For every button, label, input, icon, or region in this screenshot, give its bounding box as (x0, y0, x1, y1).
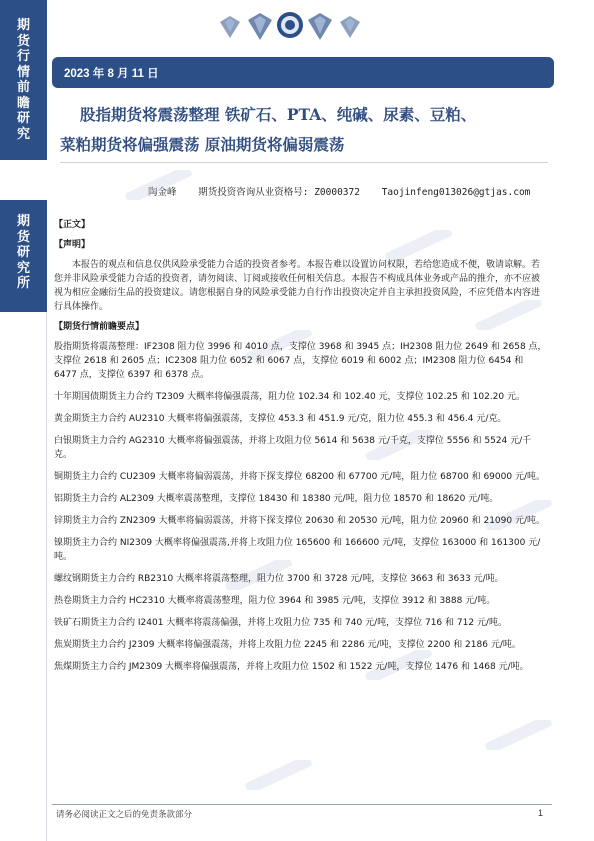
sidebar-char: 所 (16, 276, 30, 291)
statement-text: 本报告的观点和信息仅供风险承受能力合适的投资者参考。本报告难以设置访问权限，若给您造成不便，敬请谅解。若您并非风险承受能力合适的投资者，请勿阅读、订阅或接收任何相关信息。本报告不构成具体业务或产品的推介，亦不应被视为相应金融衍生品的投资建议。请您根据自身的风险承受能力自行作出投资决定并自主承担投资风险，不应凭借本内容进行具体操作。 (54, 260, 541, 312)
author-name: 陶金峰 (148, 187, 177, 198)
section-statement-label: 【声明】 (54, 240, 91, 250)
sidebar-char: 究 (16, 260, 30, 276)
title-divider (60, 162, 548, 163)
title-line-2: 菜粕期货将偏强震荡 原油期货将偏弱震荡 (60, 135, 345, 154)
author-info (148, 184, 546, 198)
sidebar-char: 瞻 (16, 95, 30, 111)
sidebar-char: 货 (16, 33, 30, 49)
sidebar-char: 行 (16, 49, 30, 64)
outlook-item: 焦煤期货主力合约 JM2309 大概率将偏强震荡，并将上攻阻力位 1502 和 1522 元/吨，支撑位 1476 和 1468 元/吨。 (54, 662, 529, 672)
outlook-item: 焦炭期货主力合约 J2309 大概率将偏强震荡，并将上攻阻力位 2245 和 2286 元/吨，支撑位 2200 和 2186 元/吨。 (54, 640, 521, 650)
report-body (54, 212, 548, 682)
page-number: 1 (538, 808, 544, 818)
sidebar-char: 情 (16, 64, 30, 80)
sidebar-char: 期 (16, 214, 30, 229)
sidebar-top-band (0, 0, 47, 160)
outlook-item: 白银期货主力合约 AG2310 大概率将偏强震荡，并将上攻阻力位 5614 和 5638 元/千克，支撑位 5556 和 5524 元/千克。 (54, 436, 532, 460)
outlook-item: 锌期货主力合约 ZN2309 大概率将偏弱震荡，并将下探支撑位 20630 和 20530 元/吨，阻力位 20960 和 21090 元/吨。 (54, 516, 545, 526)
author-qualification: 期货投资咨询从业资格号: Z0000372 (198, 187, 360, 198)
section-body-label: 【正文】 (54, 220, 91, 230)
sidebar-bottom-band (0, 312, 47, 841)
sidebar-mid-band (0, 200, 47, 312)
outlook-item: 铜期货主力合约 CU2309 大概率将偏弱震荡，并将下探支撑位 68200 和 67700 元/吨，阻力位 68700 和 69000 元/吨。 (54, 472, 545, 482)
outlook-item: 股指期货将震荡整理：IF2308 阻力位 3996 和 4010 点，支撑位 3968 和 3945 点；IH2308 阻力位 2649 和 2658 点，支撑位 2618 和 2605 点；IC2308 阻力位 6052 和 6067 点，支撑位 6019 和 6002 点；IM2308 阻力位 6454 和 6477 点，支撑位 6397 和 6378 点。 (54, 342, 547, 380)
outlook-item: 铁矿石期货主力合约 I2401 大概率将震荡偏强，并将上攻阻力位 735 和 740 元/吨，支撑位 716 和 712 元/吨。 (54, 618, 507, 628)
sidebar-char: 研 (16, 245, 30, 260)
outlook-item: 铝期货主力合约 AL2309 大概率震荡整理，支撑位 18430 和 18380 元/吨，阻力位 18570 和 18620 元/吨。 (54, 494, 499, 504)
sidebar-char: 研 (16, 111, 30, 126)
section-outlook-label: 【期货行情前瞻要点】 (54, 322, 145, 332)
footer-divider (52, 804, 552, 805)
sidebar-char: 究 (16, 126, 30, 142)
report-date: 2023 年 8 月 11 日 (64, 68, 159, 80)
author-email: Taojinfeng013026@gtjas.com (381, 187, 531, 198)
sidebar-mid-label (0, 214, 47, 292)
date-header-bar (52, 57, 554, 88)
logo-diamonds-icon (190, 8, 390, 48)
watermark-icon (240, 760, 320, 790)
outlook-item: 黄金期货主力合约 AU2310 大概率将偏强震荡，支撑位 453.3 和 451.9 元/克，阻力位 455.3 和 456.4 元/克。 (54, 414, 507, 424)
sidebar-top-label (0, 18, 47, 142)
footer-disclaimer: 请务必阅读正文之后的免责条款部分 (56, 810, 193, 820)
sidebar-char: 货 (16, 229, 30, 245)
outlook-item: 十年期国债期货主力合约 T2309 大概率将偏强震荡，阻力位 102.34 和 102.40 元，支撑位 102.25 和 102.20 元。 (54, 392, 525, 402)
watermark-icon (120, 170, 200, 200)
sidebar-char: 前 (16, 80, 30, 95)
outlook-item: 螺纹钢期货主力合约 RB2310 大概率将震荡整理，阻力位 3700 和 3728 元/吨，支撑位 3663 和 3633 元/吨。 (54, 574, 504, 584)
outlook-item: 镍期货主力合约 NI2309 大概率将偏强震荡,并将上攻阻力位 165600 和 166600 元/吨，支撑位 163000 和 161300 元/吨。 (54, 538, 541, 562)
title-line-1: 股指期货将震荡整理 铁矿石、PTA、纯碱、尿素、豆粕、 (80, 105, 477, 124)
outlook-list (54, 340, 548, 674)
sidebar-char: 期 (16, 18, 30, 33)
outlook-item: 热卷期货主力合约 HC2310 大概率将震荡整理，阻力位 3964 和 3985 元/吨，支撑位 3912 和 3888 元/吨。 (54, 596, 496, 606)
report-title (60, 100, 550, 160)
watermark-icon (480, 720, 560, 750)
